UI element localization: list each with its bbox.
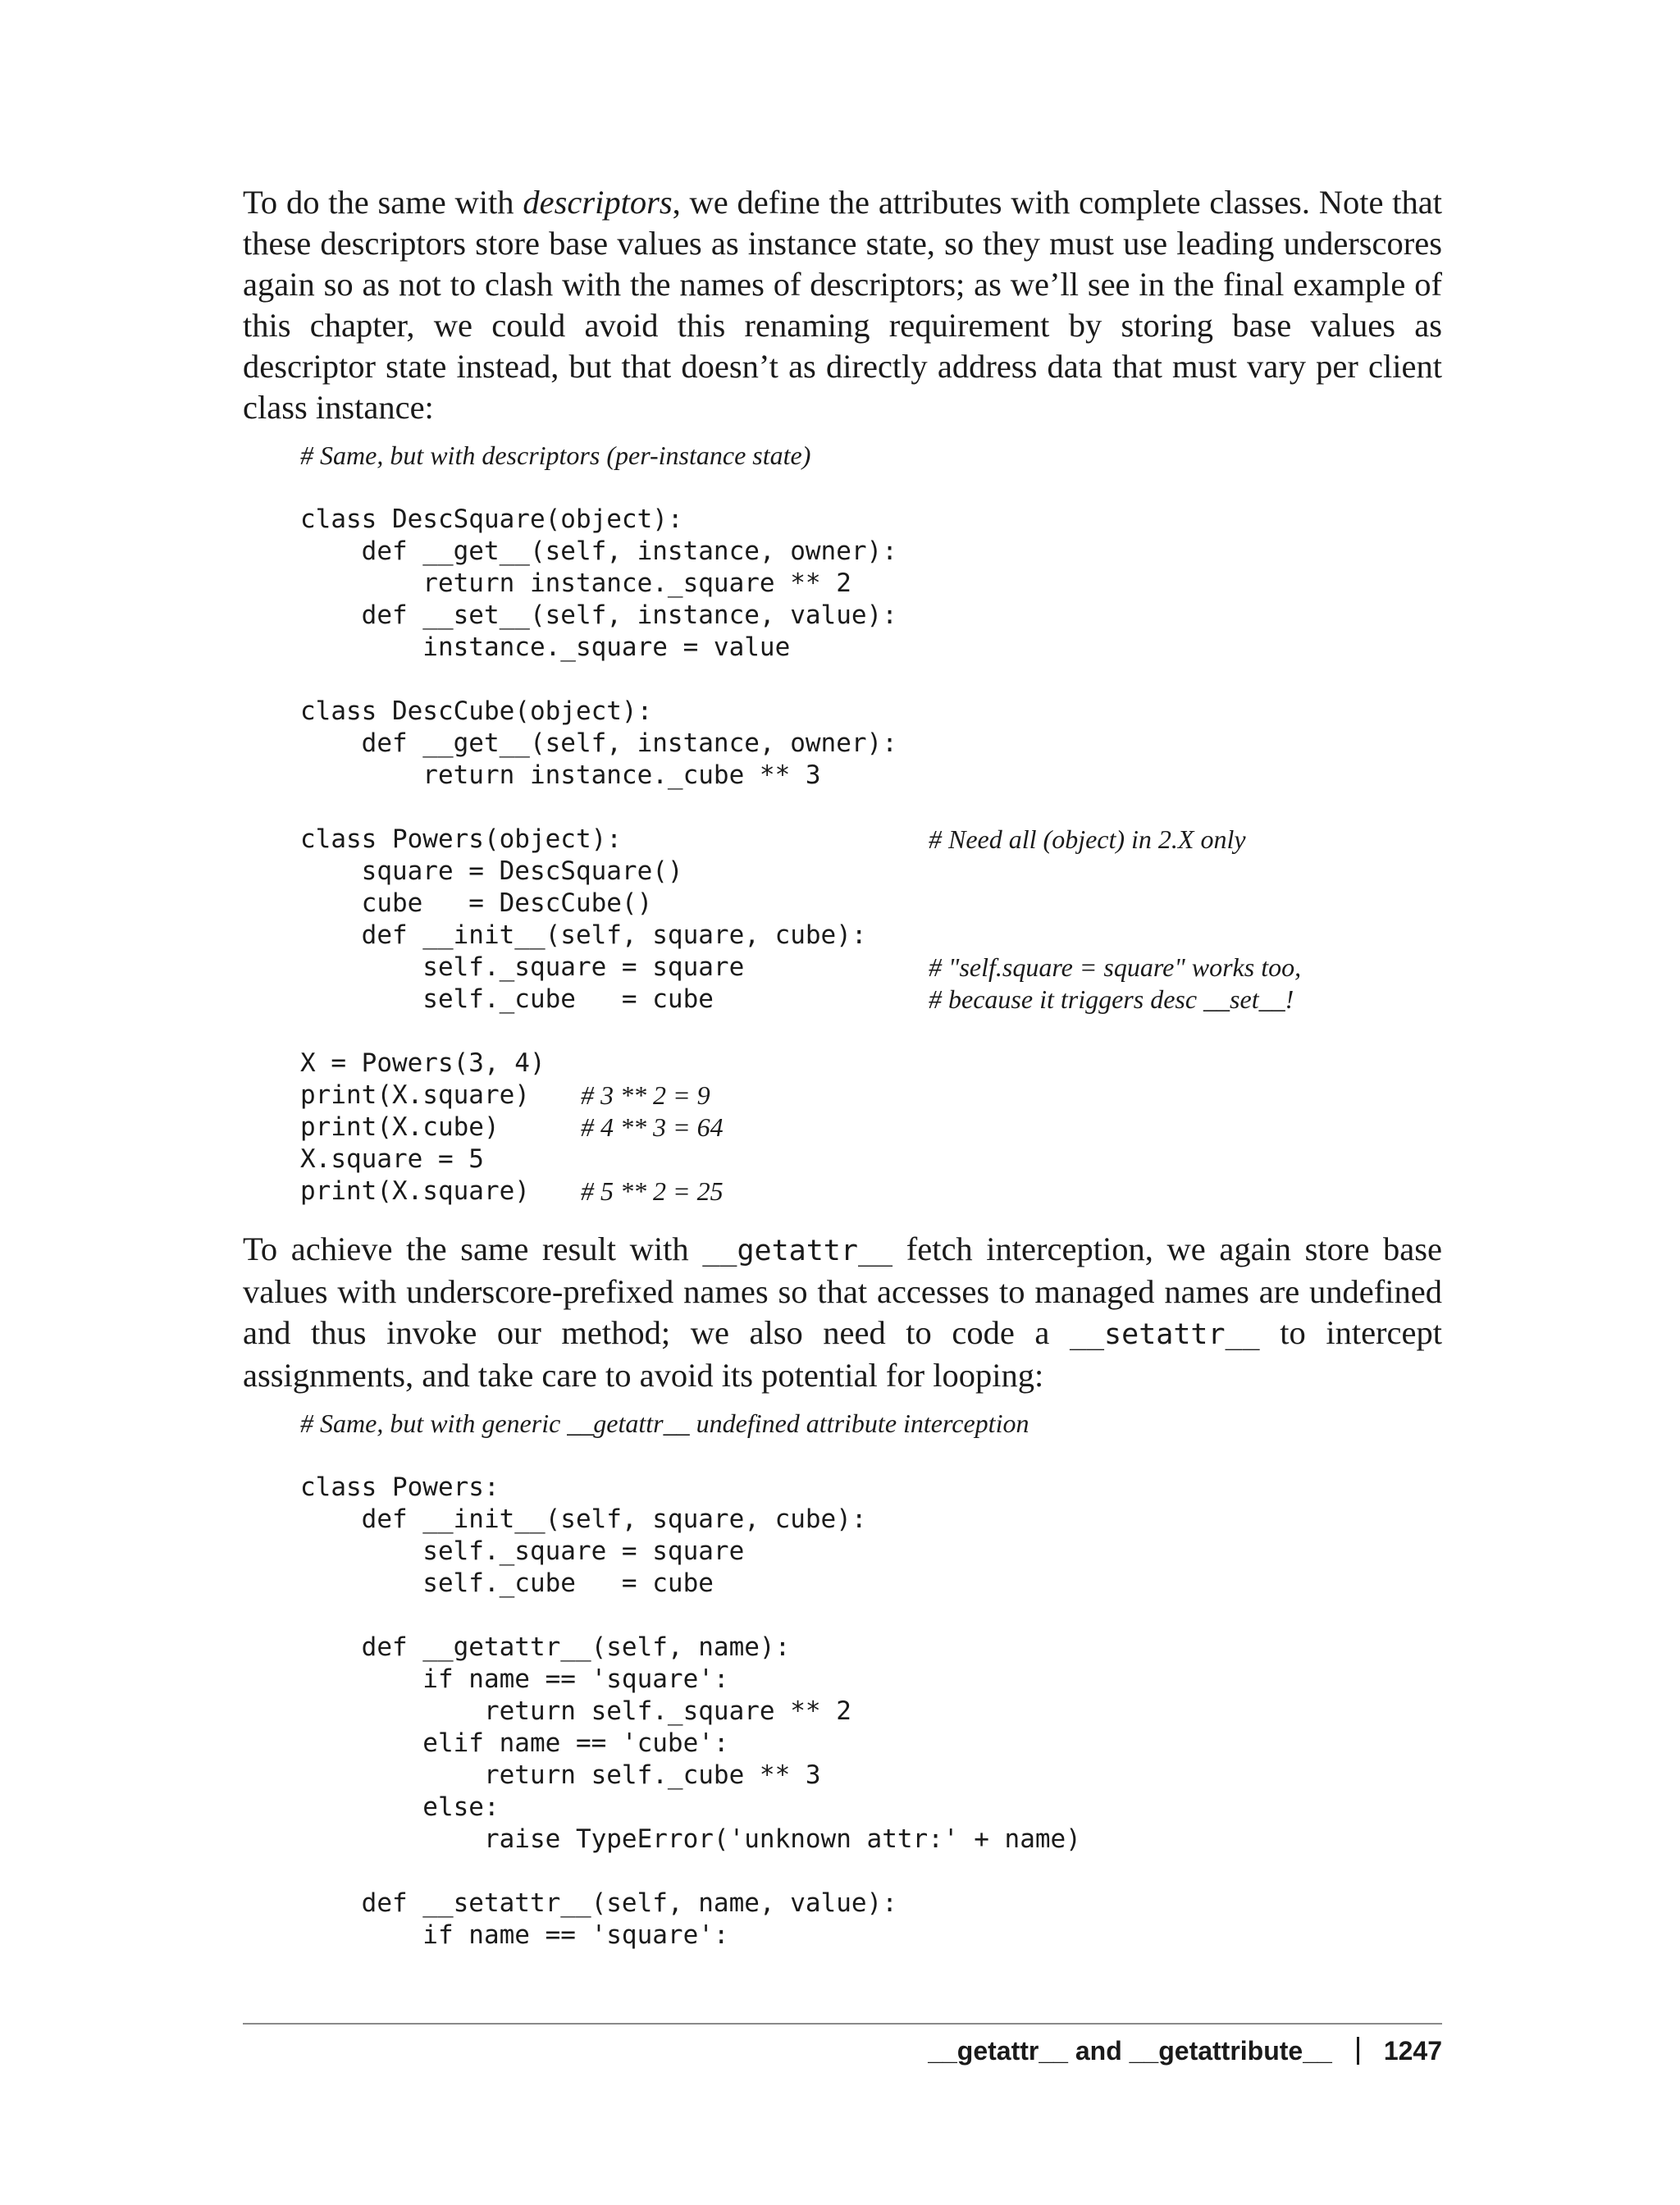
paragraph-descriptors-intro bbox=[243, 182, 1442, 428]
code-comment: # "self.square = square" works too, bbox=[929, 952, 1302, 982]
footer-section-title: __getattr__ and __getattribute__ bbox=[928, 2036, 1332, 2066]
paragraph-text: to intercept assignments, and take care to avoid its potential for looping: bbox=[243, 1314, 1442, 1394]
code-text: self._square = square bbox=[300, 952, 745, 982]
footer-divider bbox=[243, 2023, 1442, 2025]
code-text: else: bbox=[300, 1792, 500, 1822]
code-text: def __init__(self, square, cube): bbox=[300, 920, 867, 950]
code-text: def __set__(self, instance, value): bbox=[300, 600, 897, 630]
code-text: def __get__(self, instance, owner): bbox=[300, 728, 897, 758]
code-comment: # Same, but with generic __getattr__ undefined attribute interception bbox=[300, 1408, 1029, 1438]
code-text: return instance._cube ** 3 bbox=[300, 760, 821, 790]
code-text: self._cube = cube bbox=[300, 1568, 714, 1598]
code-text: square = DescSquare() bbox=[300, 856, 683, 886]
code-text: cube = DescCube() bbox=[300, 888, 653, 918]
footer-separator bbox=[1357, 2037, 1359, 2065]
code-text: self._square = square bbox=[300, 1536, 745, 1566]
inline-code: __setattr__ bbox=[1069, 1318, 1260, 1351]
code-text: def __get__(self, instance, owner): bbox=[300, 536, 897, 566]
code-text: class Powers(object): bbox=[300, 824, 622, 854]
code-comment: # 3 ** 2 = 9 bbox=[581, 1080, 710, 1110]
code-text: instance._square = value bbox=[300, 632, 791, 662]
code-text: if name == 'square': bbox=[300, 1664, 729, 1694]
code-text: class DescSquare(object): bbox=[300, 504, 683, 534]
code-text: class Powers: bbox=[300, 1472, 500, 1502]
code-text: print(X.square) bbox=[300, 1176, 530, 1206]
code-text: class DescCube(object): bbox=[300, 696, 653, 726]
code-comment: # Same, but with descriptors (per-instance state) bbox=[300, 441, 811, 470]
code-text: return self._cube ** 3 bbox=[300, 1760, 821, 1790]
code-text: X = Powers(3, 4) bbox=[300, 1048, 546, 1078]
code-text: def __setattr__(self, name, value): bbox=[300, 1888, 897, 1918]
code-comment: # because it triggers desc __set__! bbox=[929, 984, 1294, 1014]
code-text: return self._square ** 2 bbox=[300, 1696, 851, 1726]
running-footer bbox=[928, 2033, 1442, 2069]
code-text: return instance._square ** 2 bbox=[300, 568, 851, 598]
code-text: raise TypeError('unknown attr:' + name) bbox=[300, 1824, 1081, 1854]
code-text: print(X.cube) bbox=[300, 1112, 500, 1142]
code-comment: # 5 ** 2 = 25 bbox=[581, 1176, 724, 1206]
code-text: print(X.square) bbox=[300, 1080, 530, 1110]
paragraph-text: fetch interception, we again store base values with underscore-prefixed names so that accesses to managed names are undefined and thus invoke our method; we also need to code a bbox=[243, 1230, 1442, 1351]
inline-code: __getattr__ bbox=[702, 1235, 893, 1267]
code-text: self._cube = cube bbox=[300, 984, 714, 1014]
paragraph-text: To achieve the same result with bbox=[243, 1230, 703, 1267]
paragraph-getattr-intro bbox=[243, 1229, 1442, 1396]
code-text: if name == 'square': bbox=[300, 1920, 729, 1950]
emphasis-term: descriptors bbox=[523, 184, 673, 221]
code-comment: # 4 ** 3 = 64 bbox=[581, 1112, 724, 1142]
code-text: def __init__(self, square, cube): bbox=[300, 1504, 867, 1534]
page-number: 1247 bbox=[1383, 2036, 1442, 2066]
paragraph-text: To do the same with bbox=[243, 184, 523, 221]
code-text: X.square = 5 bbox=[300, 1144, 484, 1174]
code-text: elif name == 'cube': bbox=[300, 1728, 729, 1758]
paragraph-text: , we define the attributes with complete classes. Note that these descriptors store base values as instance state, so they must use leading underscores again so as not to clash with the names of descriptors; as we’ll see in the final example of this chapter, we could avoid this renaming requirement by storing base values as descriptor state instead, but that doesn’t as directly address data that must vary per client class instance: bbox=[243, 184, 1442, 426]
code-text: def __getattr__(self, name): bbox=[300, 1632, 791, 1662]
code-comment: # Need all (object) in 2.X only bbox=[929, 824, 1246, 854]
